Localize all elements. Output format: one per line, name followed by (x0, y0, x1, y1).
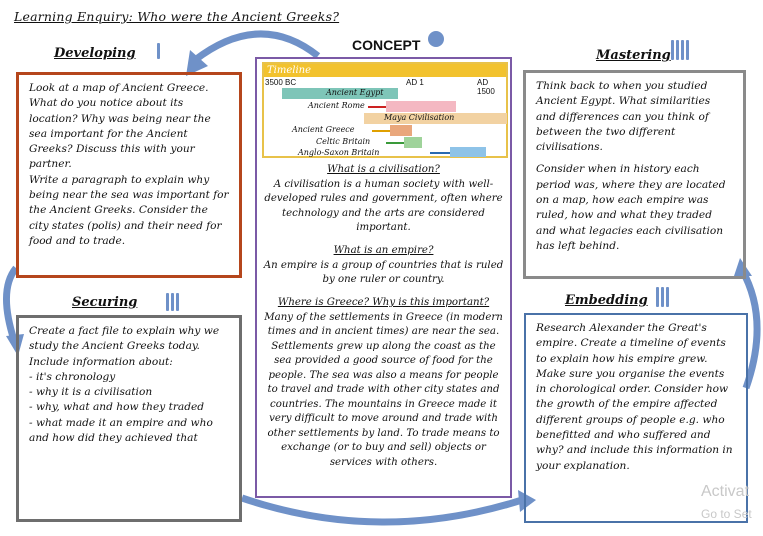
securing-item: - it's chronology (29, 370, 116, 383)
question-heading: Where is Greece? Why is this important? (277, 297, 490, 308)
timeline-bar-rome (386, 101, 456, 112)
page-title: Learning Enquiry: Who were the Ancient Greeks? (14, 9, 340, 24)
securing-box (16, 315, 242, 522)
mastering-text-2: Consider when in history each period was, where they are located on a map, how each empire was ruled, how and what they traded and what legacies each civilisation has left behind. (536, 163, 726, 252)
circle-icon (428, 31, 444, 47)
timeline-bar-anglo-saxon (450, 147, 486, 157)
activation-watermark: Activat (701, 483, 750, 500)
answer-text: A civilisation is a human society with well-developed rules and government, often where technology and the arts are considered important. (264, 178, 503, 233)
securing-lead: Include information about: (29, 355, 173, 368)
timeline-start-label: 3500 BC (265, 78, 297, 87)
question-heading: What is an empire? (333, 245, 434, 256)
answer-text: Many of the settlements in Greece (in modern times and in ancient times) are near the sea. Settlements grew up along the coast as the sea provided a good source of food for the people. The sea was also a means for people to travel and trade with other city states and countries. The mountains in Greece made it very difficult to move around and trade with other settlements by land. To trade means to exchange (or to buy and sell) objects or services with others. (264, 311, 503, 468)
securing-item: - why, what and how they traded (29, 401, 205, 414)
mastering-box (523, 70, 746, 279)
developing-text-1: Look at a map of Ancient Greece. What do you notice about its location? Why was being near the sea important for the Ancient Greeks? Discuss this with your partner. (29, 82, 211, 171)
timeline-row-label: Ancient Rome (308, 101, 365, 110)
securing-item: - why it is a civilisation (29, 386, 153, 399)
timeline-row-label: Maya Civilisation (384, 113, 455, 122)
developing-box (16, 72, 242, 278)
concept-box (255, 57, 512, 498)
securing-item: - what made it an empire and who and how did they achieved that (29, 416, 213, 445)
embedding-text: Research Alexander the Great's empire. Create a timeline of events to explain how his empire grew. Make sure you organise the events in chorological order. Consider how the growth of the empire affected different groups of people e.g. who benefitted and who suffered and why? and include this information in your explanation. (536, 322, 733, 472)
concept-heading: CONCEPT (352, 37, 421, 53)
timeline-row-label: Ancient Greece (292, 125, 355, 134)
embedding-heading: Embedding (565, 293, 648, 308)
developing-heading: Developing (54, 46, 136, 61)
developing-text-2: Write a paragraph to explain why being near the sea was important for the Ancient Greeks. Consider the city states (polis) and their need for food and to trade. (29, 173, 229, 247)
question-heading: What is a civilisation? (327, 164, 440, 175)
mastering-text-1: Think back to when you studied Ancient Egypt. What similarities and differences can you think of between the two different civilisations. (536, 80, 711, 154)
activation-watermark-subtext: Go to Set (701, 507, 752, 521)
timeline-mid-label: AD 1 (406, 78, 424, 87)
timeline-row-label: Ancient Egypt (326, 88, 384, 97)
arrow-icon (386, 142, 404, 144)
arrow-icon (372, 130, 390, 132)
three-bars-icon (656, 287, 669, 307)
timeline-bar-celtic (404, 137, 422, 148)
timeline-row-label: Anglo-Saxon Britain (298, 148, 380, 157)
concept-section-empire (263, 244, 504, 288)
timeline-header: Timeline (264, 64, 506, 77)
timeline-row-label: Celtic Britain (316, 137, 371, 146)
concept-section-civilisation (263, 163, 504, 236)
securing-intro: Create a fact file to explain why we study the Ancient Greeks today. (29, 325, 220, 353)
four-bars-icon (671, 40, 689, 60)
timeline-end-label: AD 1500 (477, 78, 495, 96)
arrow-icon (430, 152, 450, 154)
timeline-bar-greece (390, 125, 412, 136)
one-bar-icon (157, 43, 160, 59)
securing-heading: Securing (72, 295, 138, 310)
timeline-panel (262, 62, 508, 158)
answer-text: An empire is a group of countries that is ruled by one ruler or country. (263, 259, 504, 285)
mastering-heading: Mastering (596, 48, 671, 63)
concept-section-greece (263, 296, 504, 470)
arrow-icon (368, 106, 386, 108)
three-bars-icon (166, 293, 179, 311)
